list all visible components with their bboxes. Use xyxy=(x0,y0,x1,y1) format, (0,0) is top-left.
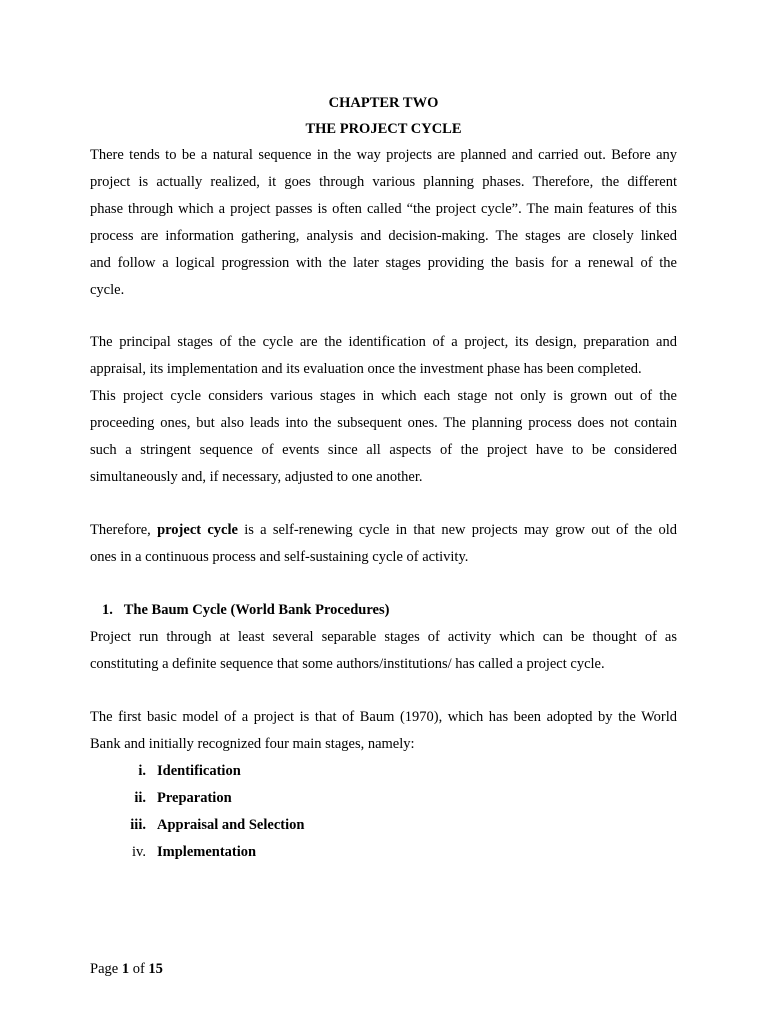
paragraph-line: The first basic model of a project is that of Baum (1970), which has been adopted by the World xyxy=(90,709,677,725)
chapter-title: THE PROJECT CYCLE xyxy=(305,121,462,137)
list-item xyxy=(90,815,390,835)
list-number: i. xyxy=(138,763,146,779)
list-label: Preparation xyxy=(157,790,232,806)
list-label: Identification xyxy=(157,763,241,779)
paragraph-line: simultaneously and, if necessary, adjusted to one another. xyxy=(90,469,423,485)
list-item xyxy=(90,842,390,862)
list-item xyxy=(90,761,390,781)
paragraph-line: The principal stages of the cycle are the identification of a project, its design, preparation and xyxy=(90,334,677,350)
paragraph-baum-intro xyxy=(90,624,677,678)
footer-of-word: of xyxy=(132,961,145,977)
page-footer xyxy=(90,959,163,979)
text-rest: is a self-renewing cycle in that new projects may grow out of the old xyxy=(237,522,677,538)
paragraph-intro xyxy=(90,142,677,304)
paragraph-line: This project cycle considers various stages in which each stage not only is grown out of the xyxy=(90,388,677,404)
list-label: Implementation xyxy=(157,844,257,860)
paragraph-line: project is actually realized, it goes through various planning phases. Therefore, the different xyxy=(90,174,677,190)
paragraph-line: process are information gathering, analysis and decision-making. The stages are closely linked xyxy=(90,228,677,244)
paragraph-line: such a stringent sequence of events since all aspects of the project have to be considered xyxy=(90,442,677,458)
paragraph-line: Bank and initially recognized four main stages, namely: xyxy=(90,736,415,752)
list-number: ii. xyxy=(134,790,146,806)
paragraph-line: proceeding ones, but also leads into the subsequent ones. The planning process does not contain xyxy=(90,415,677,431)
paragraph-line: Project run through at least several separable stages of activity which can be thought of as xyxy=(90,629,677,645)
list-item xyxy=(90,788,390,808)
list-number: iii. xyxy=(130,817,146,833)
list-label: Appraisal and Selection xyxy=(157,817,305,833)
paragraph-line: phase through which a project passes is often called “the project cycle”. The main features of this xyxy=(90,201,677,217)
paragraph-line xyxy=(90,517,677,544)
chapter-label: CHAPTER TWO xyxy=(328,95,439,111)
text-prefix: Therefore, xyxy=(90,522,158,538)
paragraph-line: ones in a continuous process and self-sustaining cycle of activity. xyxy=(90,549,469,565)
list-number: iv. xyxy=(132,844,146,860)
section-number: 1. xyxy=(102,602,113,618)
section-heading xyxy=(102,600,389,620)
paragraph-principal-stages xyxy=(90,329,677,491)
paragraph-line: There tends to be a natural sequence in the way projects are planned and carried out. Before any xyxy=(90,147,677,163)
bold-term: project cycle xyxy=(157,522,238,538)
paragraph-line: constituting a definite sequence that some authors/institutions/ has called a project cycle. xyxy=(90,656,605,672)
paragraph-line: appraisal, its implementation and its evaluation once the investment phase has been completed. xyxy=(90,361,642,377)
paragraph-baum-model xyxy=(90,704,677,758)
footer-total-pages: 15 xyxy=(148,961,163,977)
paragraph-line: and follow a logical progression with the later stages providing the basis for a renewal of the xyxy=(90,255,677,271)
paragraph-line: cycle. xyxy=(90,282,125,298)
section-title: The Baum Cycle (World Bank Procedures) xyxy=(123,602,390,618)
paragraph-project-cycle-definition xyxy=(90,517,677,571)
footer-page-word: Page xyxy=(90,961,119,977)
footer-current-page: 1 xyxy=(121,961,130,977)
